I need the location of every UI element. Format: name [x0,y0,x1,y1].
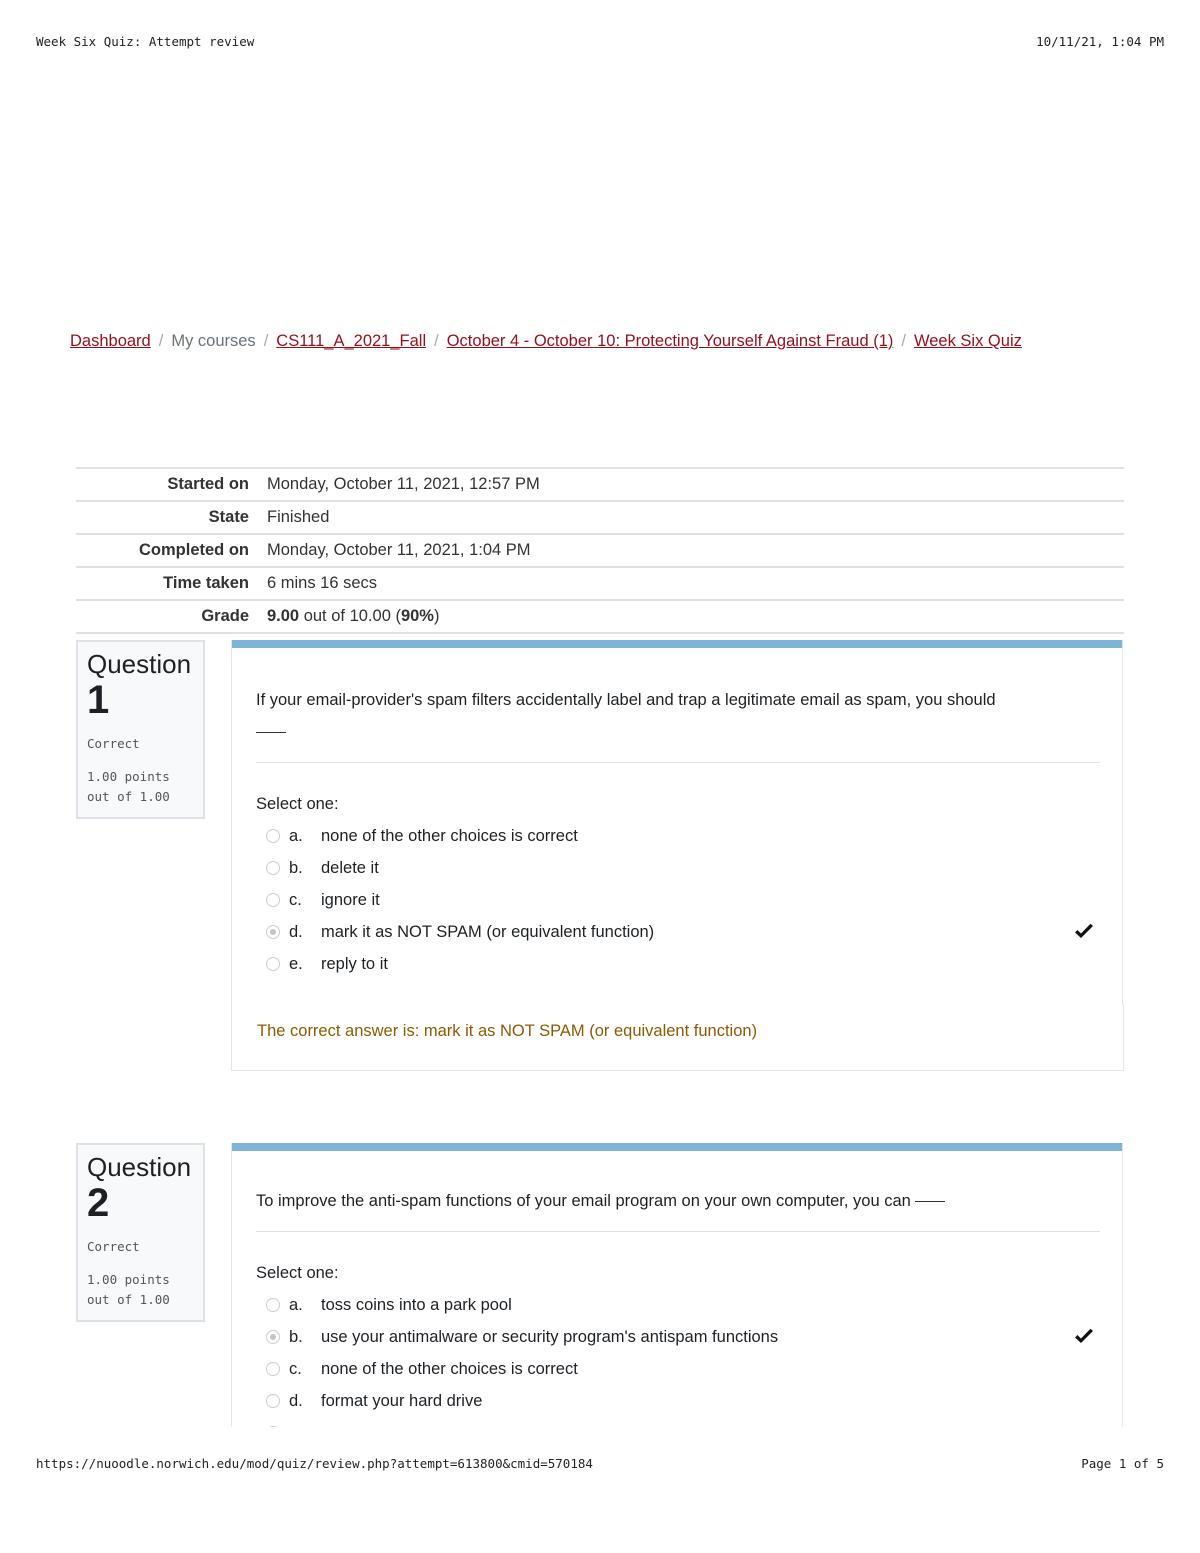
question-state: Correct [87,1238,140,1254]
grade-percent: 90% [400,607,434,625]
summary-label: Completed on [139,541,249,559]
print-datetime: 10/11/21, 1:04 PM [1036,34,1164,49]
answer-option-a[interactable] [266,1289,1122,1321]
print-title: Week Six Quiz: Attempt review [36,34,255,49]
answer-text: use your antimalware or security program's antispam functions [321,1327,779,1346]
question-number: 1 [87,677,110,722]
answer-text: ignore it [321,890,380,909]
breadcrumb-course[interactable]: CS111_A_2021_Fall [276,332,427,350]
answer-letter: b. [289,858,303,877]
answer-letter: c. [289,890,302,909]
summary-label: Grade [201,607,249,625]
answer-letter: d. [289,1391,303,1410]
grade-score: 9.00 [267,607,300,625]
question-grade: 1.00 points out of 1.00 [87,768,170,804]
breadcrumb-section[interactable]: October 4 - October 10: Protecting Yourself Against Fraud (1) [446,332,894,350]
answer-letter: a. [289,826,303,845]
summary-row-state [76,501,1124,534]
breadcrumb-dashboard[interactable]: Dashboard [70,332,151,350]
answer-text: none of the other choices is correct [321,1359,578,1378]
radio-button[interactable] [266,893,280,907]
summary-value: Finished [267,508,330,526]
answer-letter: d. [289,922,303,941]
radio-button[interactable] [266,957,280,971]
radio-button[interactable] [266,1426,280,1427]
answer-letter: c. [289,1359,302,1378]
checkmark-icon [1072,1325,1096,1349]
question-text: To improve the anti-spam functions of your email program on your own computer, you can [232,1151,1122,1217]
print-footer [36,1456,1164,1471]
radio-button[interactable] [266,861,280,875]
answer-text: mark it as NOT SPAM (or equivalent function) [321,922,655,941]
summary-row-completed [76,534,1124,567]
print-url: https://nuoodle.norwich.edu/mod/quiz/review.php?attempt=613800&cmid=570184 [36,1456,593,1471]
question-label: Question [87,1152,192,1182]
attempt-summary [76,467,1124,634]
question-1-content [231,640,1123,1005]
answer-blank [915,1201,945,1202]
radio-button[interactable] [266,829,280,843]
answer-blank [256,732,286,733]
question-text: If your email-provider's spam filters accidentally label and trap a legitimate email as spam, you should [232,648,1122,748]
grade-close: ) [433,607,440,625]
summary-label: Started on [167,475,249,493]
answer-option-b[interactable] [266,1321,1122,1353]
radio-button[interactable] [266,1298,280,1312]
breadcrumb-separator: / [901,332,906,350]
question-1-feedback [231,1005,1124,1071]
answer-letter: b. [289,1327,303,1346]
summary-row-grade [76,600,1124,633]
breadcrumb-my-courses: My courses [171,332,256,350]
answer-option-a[interactable] [266,820,1122,852]
answer-letter: e. [289,954,303,973]
summary-row-started [76,468,1124,501]
answer-option-c[interactable] [266,1353,1122,1385]
answer-option-e[interactable] [266,948,1122,980]
answer-letter: a. [289,1295,303,1314]
answer-text: reply to it [321,954,388,973]
select-one-prompt: Select one: [256,795,339,814]
question-state: Correct [87,735,140,751]
answer-text: format your hard drive [321,1391,483,1410]
summary-value: 6 mins 16 secs [267,574,378,592]
question-grade: 1.00 points out of 1.00 [87,1271,170,1307]
question-2-content [231,1143,1123,1427]
question-1-info [76,640,205,819]
grade-out-of: out of 10.00 ( [299,607,401,625]
question-number: 2 [87,1180,110,1225]
print-header [36,34,1164,49]
answer-option-c[interactable] [266,884,1122,916]
radio-button-selected[interactable] [266,925,280,939]
answer-option-b[interactable] [266,852,1122,884]
radio-button-selected[interactable] [266,1330,280,1344]
answer-option-d[interactable] [266,916,1122,948]
breadcrumb-separator: / [263,332,269,350]
breadcrumb-separator: / [434,332,439,350]
question-label: Question [87,649,192,679]
summary-row-time [76,567,1124,600]
answer-list [232,820,1122,980]
answer-option-e-cut-off[interactable] [266,1417,1122,1427]
breadcrumb [70,332,1150,351]
correct-answer-text: The correct answer is: mark it as NOT SPAM (or equivalent function) [257,1022,758,1040]
answer-list [232,1289,1122,1427]
select-one-prompt: Select one: [256,1264,339,1283]
radio-button[interactable] [266,1362,280,1376]
question-2-info [76,1143,205,1322]
summary-label: State [208,508,249,526]
question-bar [232,1143,1122,1151]
print-page-number: Page 1 of 5 [1081,1456,1164,1471]
summary-value: Monday, October 11, 2021, 1:04 PM [267,541,531,559]
summary-label: Time taken [163,574,249,592]
question-bar [232,640,1122,648]
answer-option-d[interactable] [266,1385,1122,1417]
checkmark-icon [1072,920,1096,944]
answer-text: toss coins into a park pool [321,1295,512,1314]
summary-value: Monday, October 11, 2021, 12:57 PM [267,475,540,493]
breadcrumb-quiz[interactable]: Week Six Quiz [913,332,1022,350]
breadcrumb-separator: / [158,332,164,350]
grade-value [257,600,1124,633]
radio-button[interactable] [266,1394,280,1408]
answer-text: delete it [321,858,379,877]
answer-text: none of the other choices is correct [321,826,578,845]
